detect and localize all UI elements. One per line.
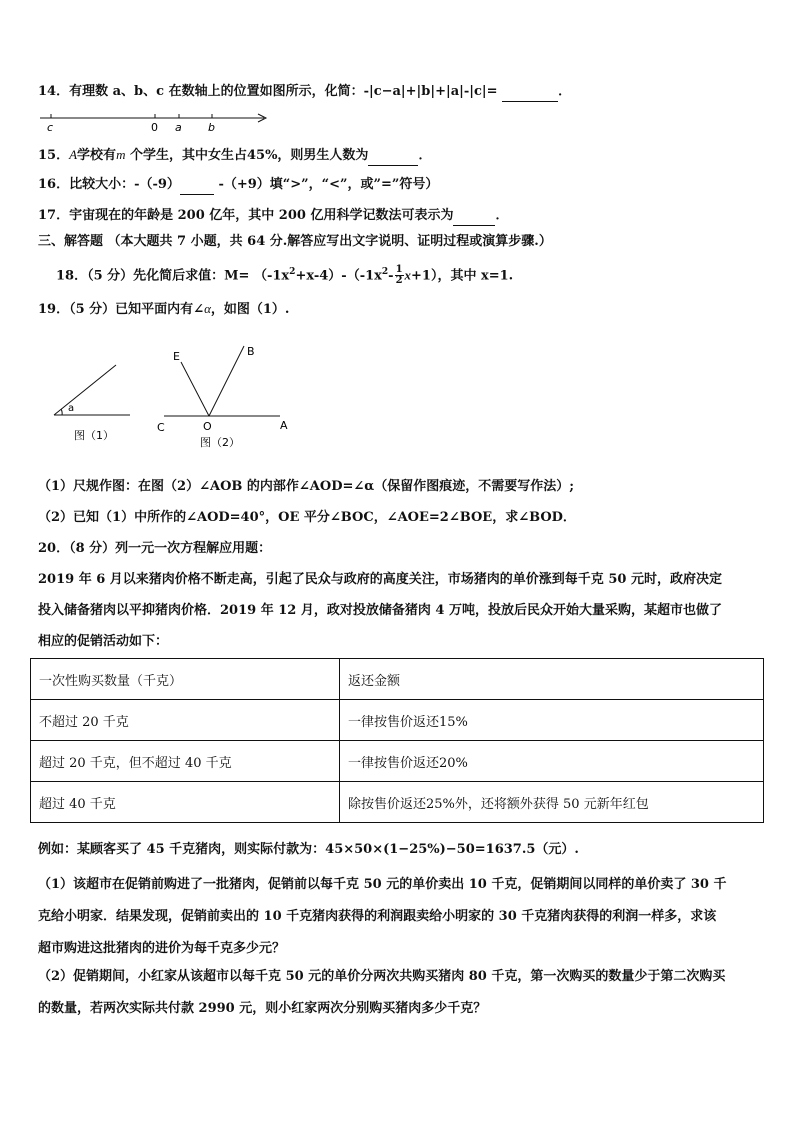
answer-blank xyxy=(180,176,214,195)
q19-text-1: 19．（5 分）已知平面内有∠ xyxy=(38,302,205,317)
fig1-slant-ray xyxy=(54,365,116,415)
q20-sub2-line-1: （2）促销期间，小红家从该超市以每千克 50 元的单价分两次共购买猪肉 80 千克，第一次购买的数量少于第二次购买 xyxy=(38,969,726,984)
table-cell: 超过 40 千克 xyxy=(31,782,340,823)
q18-text-5: +1），其中 x=1. xyxy=(411,268,514,284)
question-18 xyxy=(56,263,513,286)
q18-text-3: - xyxy=(388,268,394,284)
question-16 xyxy=(38,176,438,195)
q15-number: 15． xyxy=(38,148,70,163)
label-zero: 0 xyxy=(151,121,158,134)
section-heading: 三、解答题 （本大题共 7 小题，共 64 分.解答应写出文字说明、证明过程或演算步骤.） xyxy=(38,234,552,249)
fig1-angle-arc xyxy=(61,409,62,415)
q15-var-m: m xyxy=(116,147,126,162)
answer-blank xyxy=(502,83,558,102)
fig1-caption: 图（1） xyxy=(74,429,114,442)
question-17 xyxy=(38,207,508,226)
table-cell: 一律按售价返还15% xyxy=(340,700,764,741)
q19-part-2: （2）已知（1）中所作的∠AOD=40°，OE 平分∠BOC，∠AOE=2∠BOE，求∠BOD． xyxy=(38,510,576,525)
q15-var-a: A xyxy=(69,147,78,162)
number-line-figure xyxy=(38,106,278,136)
table-header-cell: 一次性购买数量（千克） xyxy=(31,659,340,700)
q15-text-2: 个学生，其中女生占45%，则男生人数为 xyxy=(125,148,369,163)
table-cell: 超过 20 千克，但不超过 40 千克 xyxy=(31,741,340,782)
q18-var-x: x xyxy=(404,267,412,283)
q20-para-3: 相应的促销活动如下： xyxy=(38,634,169,649)
question-14 xyxy=(38,83,571,102)
fraction-one-half xyxy=(395,265,404,286)
q20-para-1: 2019 年 6 月以来猪肉价格不断走高，引起了民众与政府的高度关注，市场猪肉的单价涨到每千克 50 元时，政府决定 xyxy=(38,572,722,587)
q19-alpha: α xyxy=(204,301,211,316)
table-cell: 一律按售价返还20% xyxy=(340,741,764,782)
q14-end: ． xyxy=(558,84,572,99)
fig2-caption: 图（2） xyxy=(200,436,240,449)
q20-sub1-line-3: 超市购进这批猪肉的进价为每千克多少元？ xyxy=(38,941,286,956)
table-row xyxy=(31,741,764,782)
fig2-label-e: E xyxy=(173,350,180,363)
q18-text-1: 18．（5 分）先化简后求值：M= （-1x xyxy=(56,268,290,284)
q19-part-1: （1）尺规作图：在图（2）∠AOB 的内部作∠AOD=∠α（保留作图痕迹，不需要写作法）; xyxy=(38,479,575,494)
fig2-ray-ob xyxy=(209,346,244,416)
question-19 xyxy=(38,300,289,319)
q14-text: 14．有理数 a、b、c 在数轴上的位置如图所示，化简：-|c−a|+|b|+|a|-|c|= xyxy=(38,84,503,99)
fig2-label-o: O xyxy=(203,420,212,433)
label-b: b xyxy=(208,121,215,134)
q16-text-1: 16．比较大小：-（-9） xyxy=(38,177,180,192)
answer-blank xyxy=(453,207,495,226)
q18-exponent: 2 xyxy=(289,267,296,277)
table-header-row xyxy=(31,659,764,700)
fraction-numerator: 1 xyxy=(395,264,403,276)
q18-exponent: 2 xyxy=(381,267,389,277)
q17-end: ． xyxy=(495,208,509,223)
table-header-cell: 返还金额 xyxy=(340,659,764,700)
fig2-ray-oe xyxy=(181,362,209,416)
q20-sub1-line-2: 克给小明家．结果发现，促销前卖出的 10 千克猪肉获得的利润跟卖给小明家的 30 千克猪肉获得的利润一样多，求该 xyxy=(38,909,717,924)
fig2-label-c: C xyxy=(157,421,165,434)
q19-text-2: ，如图（1）. xyxy=(210,302,290,317)
table-cell: 除按售价返还25%外，还将额外获得 50 元新年红包 xyxy=(340,782,764,823)
q17-text: 17．宇宙现在的年龄是 200 亿年，其中 200 亿用科学记数法可表示为 xyxy=(38,208,454,223)
question-15 xyxy=(38,146,431,166)
table-row xyxy=(31,700,764,741)
fig1-angle-label: a xyxy=(68,403,75,414)
q20-example: 例如：某顾客买了 45 千克猪肉，则实际付款为：45×50×(1−25%)−50=1637.5（元）. xyxy=(38,842,579,857)
q20-sub2-line-2: 的数量，若两次实际共付款 2990 元，则小红家两次分别购买猪肉多少千克？ xyxy=(38,1001,487,1016)
q20-title: 20．（8 分）列一元一次方程解应用题： xyxy=(38,541,272,556)
fraction-denominator: 2 xyxy=(395,275,403,287)
table-cell: 不超过 20 千克 xyxy=(31,700,340,741)
q20-para-2: 投入储备猪肉以平抑猪肉价格．2019 年 12 月，政对投放储备猪肉 4 万吨，投放后民众开始大量采购，某超市也做了 xyxy=(38,603,722,618)
figure-1 xyxy=(48,355,138,450)
q16-text-2: -（+9）填“>”，“<”，或”=”符号） xyxy=(213,177,439,192)
promotion-table xyxy=(30,658,764,823)
q18-text-2: +x-4）-（-1x xyxy=(295,268,382,284)
q20-sub1-line-1: （1）该超市在促销前购进了一批猪肉，促销前以每千克 50 元的单价卖出 10 千克，促销期间以同样的单价卖了 30 千 xyxy=(38,877,727,892)
fig2-label-b: B xyxy=(247,345,255,358)
figure-2 xyxy=(152,340,302,455)
table-row xyxy=(31,782,764,823)
q15-end: ． xyxy=(418,148,432,163)
fig2-label-a: A xyxy=(280,419,288,432)
label-a: a xyxy=(175,121,182,134)
answer-blank xyxy=(368,147,418,166)
q15-text-1: 学校有 xyxy=(77,148,117,163)
label-c: c xyxy=(47,121,54,134)
